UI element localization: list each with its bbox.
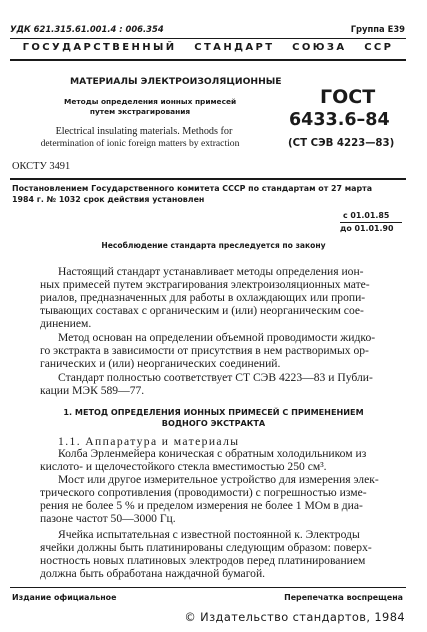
footer-rule [10,587,406,588]
paragraph-line: ностность новых платиновых электродов перед платинированием [40,553,366,567]
paragraph-line: Настоящий стандарт устанавливает методы определения ион- [58,265,364,278]
paragraph-method [40,332,397,371]
standard-title-en-line-2: determination of ionic foreign matters by extraction [40,138,240,149]
paragraph-line: динением. [40,316,92,330]
section-heading-line-2: ВОДНОГО ЭКСТРАКТА [161,418,266,428]
gost-number: 6433.6–84 [289,110,390,130]
validity-from: с 01.01.85 [343,211,390,220]
decree-line-1: Постановлением Государственного комитета СССР по стандартам от 27 марта [12,184,373,193]
header-rule-top [10,38,406,39]
okstu-code: ОКСТУ 3491 [12,161,71,172]
group-code: Группа Е39 [350,24,405,34]
validity-to: до 01.01.90 [340,224,394,233]
paragraph-line: ганических и (или) неорганических соединений. [40,356,281,370]
section-heading-line-1: 1. МЕТОД ОПРЕДЕЛЕНИЯ ИОННЫХ ПРИМЕСЕЙ С ПРИМЕНЕНИЕМ [63,407,364,417]
paragraph-line: риалов, предназначенных для работы в охлаждающих или пропи- [40,290,366,304]
paragraph-line: Мост или другое измерительное устройство для измерения элек- [58,473,379,486]
paragraph-line: кислото- и щелочестойкого стекла вместимостью 250 см³. [40,459,327,473]
paragraph-flask [40,448,397,474]
paragraph-line: пазоне частот 50—3000 Гц. [40,511,176,525]
paragraph-line: ных примесей путем экстрагирования электроизоляционных мате- [40,277,370,291]
paragraph-compliance [40,372,397,398]
legal-warning: Несоблюдение стандарта преследуется по закону [101,241,326,250]
paragraph-line: ячейки должны быть платинированы следующим образом: поверх- [40,540,372,554]
copyright-publisher: © Издательство стандартов, 1984 [184,610,405,624]
reprint-prohibited-label: Перепечатка воспрещена [284,593,403,602]
state-standard-heading: ГОСУДАРСТВЕННЫЙ СТАНДАРТ СОЮЗА ССР [22,42,394,53]
standard-subtitle-line-1: Методы определения ионных примесей [64,97,237,106]
udk-code: УДК 621.315.61.001.4 : 006.354 [10,24,164,34]
standard-subtitle-line-2: путем экстрагирования [89,107,191,116]
paragraph-line: рения не более 5 % и пределом измерения не более 1 МОм в диа- [40,498,363,512]
title-block-rule [10,178,406,180]
paragraph-line: должна быть обработана наждачной бумагой. [40,566,266,580]
paragraph-line: Стандарт полностью соответствует СТ СЭВ 4223—83 и Публи- [58,371,373,384]
official-edition-label: Издание официальное [12,593,117,602]
validity-rule [340,222,402,223]
paragraph-scope [40,266,397,331]
paragraph-line: тывающих составах с органическим и (или) неорганическим сое- [40,303,364,317]
standard-title-ru: МАТЕРИАЛЫ ЭЛЕКТРОИЗОЛЯЦИОННЫЕ [70,76,282,87]
item-1-1-heading: 1.1. Аппаратура и материалы [58,435,240,448]
paragraph-line: кации МЭК 589—77. [40,383,145,397]
paragraph-line: Колба Эрленмейера коническая с обратным холодильником из [58,447,367,460]
gost-label: ГОСТ [320,86,376,108]
paragraph-line: Метод основан на определении объемной проводимости жидко- [58,331,376,344]
paragraph-line: го экстракта в зависимости от присутствия в нем растворимых ор- [40,343,369,357]
st-sev-reference: (СТ СЭВ 4223—83) [288,138,395,149]
paragraph-line: Ячейка испытательная с известной постоянной к. Электроды [58,528,360,541]
paragraph-line: трического сопротивления (проводимости) с погрешностью изме- [40,485,367,499]
paragraph-cell [40,529,397,581]
decree-line-2: 1984 г. № 1032 срок действия установлен [12,195,205,204]
standard-title-en-line-1: Electrical insulating materials. Methods for [55,126,233,137]
header-rule-bottom [10,59,406,61]
paragraph-bridge [40,474,397,526]
